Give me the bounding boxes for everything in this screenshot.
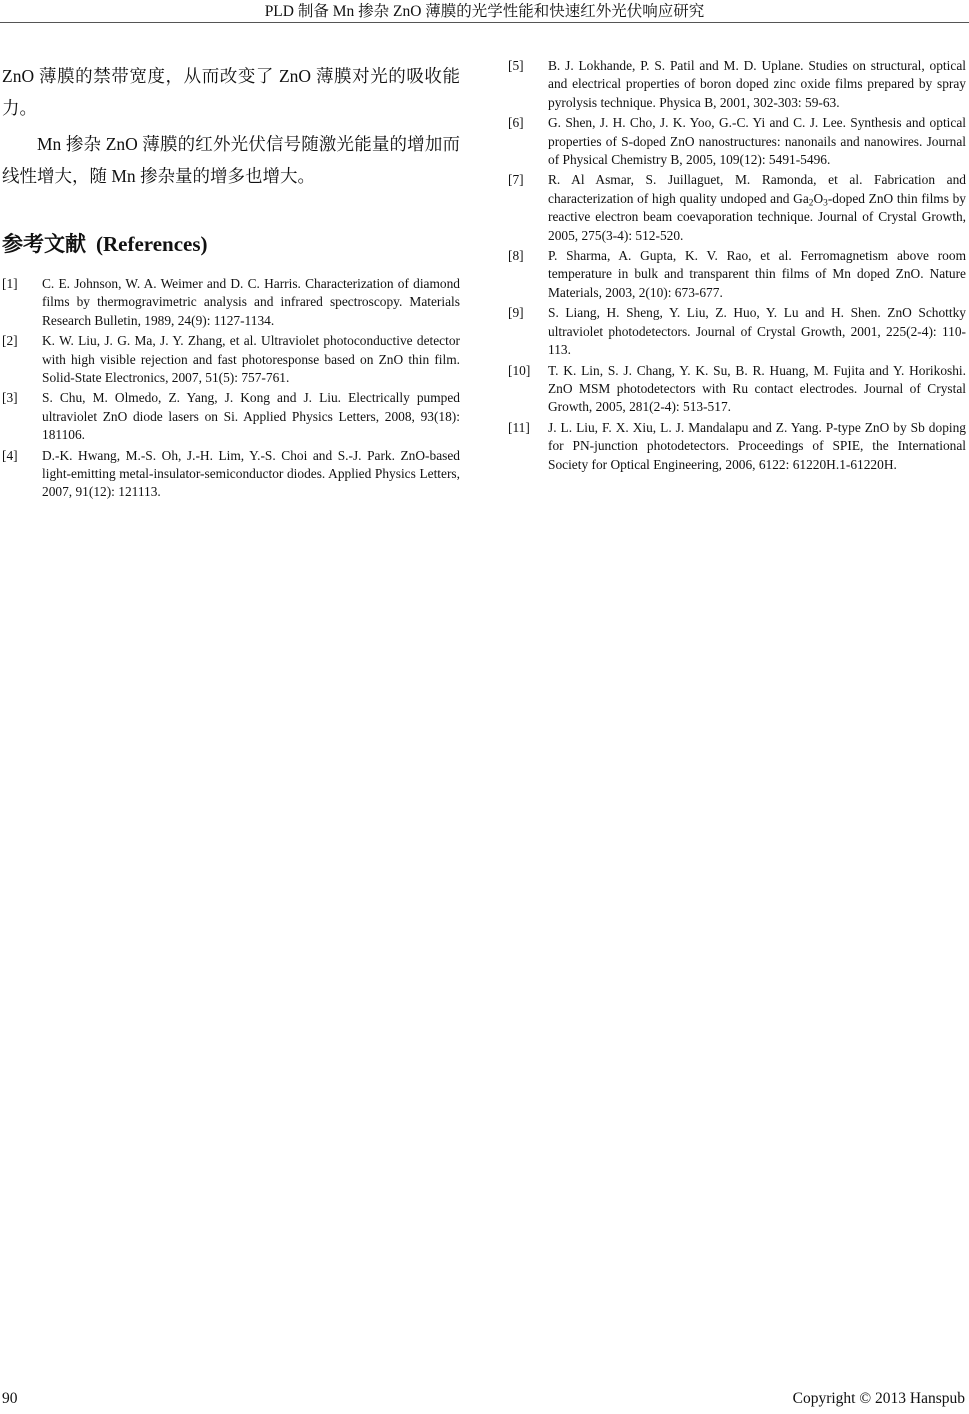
- reference-number: [3]: [2, 390, 18, 406]
- reference-item: [2, 447, 460, 502]
- reference-text: K. W. Liu, J. G. Ma, J. Y. Zhang, et al. Ultraviolet photoconductive detector with high visible rejection and fast photoresponse based on ZnO thin film. Solid-State Electronics, 2007, 51(5): 757-761.: [42, 333, 460, 386]
- references-heading-en: (References): [96, 232, 208, 256]
- reference-item: [508, 247, 966, 302]
- reference-text: [548, 171, 966, 245]
- reference-item: [2, 275, 460, 330]
- reference-text: C. E. Johnson, W. A. Weimer and D. C. Harris. Characterization of diamond films by thermogravimetric analysis and infrared spectroscopy. Materials Research Bulletin, 1989, 24(9): 1127-1134.: [42, 276, 460, 328]
- header-rule: [0, 22, 969, 23]
- reference-number: [1]: [2, 276, 18, 291]
- reference-number: [8]: [508, 248, 524, 264]
- body-paragraph-1: ZnO 薄膜的禁带宽度，从而改变了 ZnO 薄膜对光的吸收能力。: [2, 66, 460, 118]
- reference-item: [508, 362, 966, 417]
- running-header: PLD 制备 Mn 掺杂 ZnO 薄膜的光学性能和快速红外光伏响应研究: [264, 3, 705, 20]
- reference-text: J. L. Liu, F. X. Xiu, L. J. Mandalapu and Z. Yang. P-type ZnO by Sb doping for PN-junction photodetectors. Proceedings of SPIE, the International Society for Optical Engineering, 2006, 6122: 61220H.1-61220H.: [548, 419, 966, 472]
- reference-item: [508, 304, 966, 359]
- reference-text: S. Liang, H. Sheng, Y. Liu, Z. Huo, Y. Lu and H. Shen. ZnO Schottky ultraviolet photodetectors. Journal of Crystal Growth, 2001, 225(2-4): 110-113.: [548, 305, 966, 358]
- reference-number: [7]: [508, 172, 524, 188]
- copyright-notice: Copyright © 2013 Hanspub: [792, 1390, 965, 1407]
- reference-text: P. Sharma, A. Gupta, K. V. Rao, et al. Ferromagnetism above room temperature in bulk and transparent thin films of Mn doped ZnO. Nature Materials, 2003, 2(10): 673-677.: [548, 248, 966, 300]
- reference-item: [2, 332, 460, 387]
- reference-text: B. J. Lokhande, P. S. Patil and M. D. Uplane. Studies on structural, optical and electrical properties of boron doped zinc oxide films prepared by spray pyrolysis technique. Physica B, 2001, 302-303: 59-63.: [548, 58, 966, 110]
- reference-text-part: O: [813, 190, 824, 206]
- subscript: 2: [808, 198, 814, 209]
- reference-text-part: -doped ZnO thin films by reactive electron beam coevaporation technique. Journal of Crystal Growth, 2005, 275(3-4): 512-520.: [548, 190, 966, 243]
- reference-text: T. K. Lin, S. J. Chang, Y. K. Su, B. R. Huang, M. Fujita and Y. Horikoshi. ZnO MSM photodetectors with Ru contact electrodes. Journal of Crystal Growth, 2005, 281(2-4): 513-517.: [548, 362, 966, 415]
- reference-number: [6]: [508, 115, 524, 131]
- reference-list-left: [2, 275, 460, 502]
- reference-number: [11]: [508, 419, 530, 435]
- reference-text: D.-K. Hwang, M.-S. Oh, J.-H. Lim, Y.-S. Choi and S.-J. Park. ZnO-based light-emitting metal-insulator-semiconductor diodes. Applied Physics Letters, 2007, 91(12): 121113.: [42, 447, 460, 500]
- page-number: 90: [2, 1390, 18, 1407]
- reference-text: S. Chu, M. Olmedo, Z. Yang, J. Kong and J. Liu. Electrically pumped ultraviolet ZnO diode lasers on Si. Applied Physics Letters, 2008, 93(18): 181106.: [42, 390, 460, 443]
- right-column: [508, 57, 966, 476]
- reference-list-right: [508, 57, 966, 474]
- reference-number: [4]: [2, 447, 18, 463]
- reference-number: [9]: [508, 305, 524, 321]
- reference-number: [10]: [508, 362, 531, 378]
- reference-item: [508, 57, 966, 112]
- reference-item: [508, 419, 966, 474]
- references-heading-cn: 参考文献: [2, 233, 86, 256]
- reference-text-part: R. Al Asmar, S. Juillaguet, M. Ramonda, et al. Fabrication and characterization of high quality undoped and Ga: [548, 172, 966, 206]
- references-heading: [2, 230, 460, 259]
- left-column: [2, 60, 460, 504]
- body-paragraph-2: Mn 掺杂 ZnO 薄膜的红外光伏信号随激光能量的增加而线性增大，随 Mn 掺杂量的增多也增大。: [2, 134, 460, 186]
- reference-item: [508, 171, 966, 245]
- reference-item: [2, 389, 460, 444]
- reference-number: [5]: [508, 58, 524, 73]
- subscript: 3: [823, 198, 828, 209]
- reference-number: [2]: [2, 333, 18, 349]
- reference-item: [508, 114, 966, 169]
- reference-text: G. Shen, J. H. Cho, J. K. Yoo, G.-C. Yi and C. J. Lee. Synthesis and optical properties of S-doped ZnO nanostructures: nanonails and nanowires. Journal of Physical Chemistry B, 2005, 109(12): 5491-5496.: [548, 115, 966, 168]
